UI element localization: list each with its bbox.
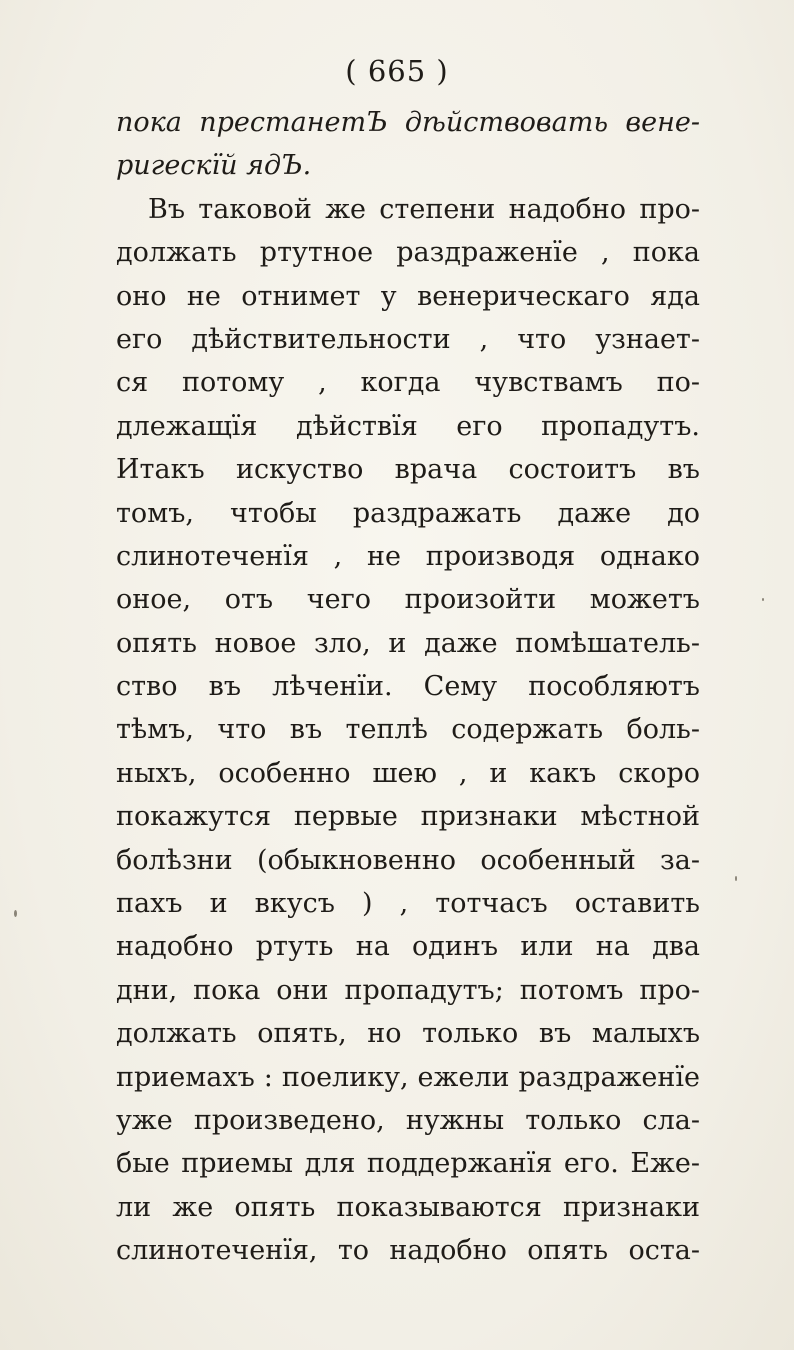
text-line: оно не отнимет у венерическаго яда <box>116 280 700 312</box>
text-line: дни, пока они пропадутъ; потомъ про- <box>116 974 700 1006</box>
text-line: тѣмъ, что въ теплѣ содержать боль- <box>116 714 700 746</box>
text-line: слинотеченїя, то надобно опять оста- <box>116 1235 700 1267</box>
paper-speck <box>14 910 17 917</box>
text-line: должать опять, но только въ малыхъ <box>116 1018 700 1050</box>
text-line: опять новое зло, и даже помѣшатель- <box>116 627 700 659</box>
text-line: пока престанетЪ дѣйствовать вене- <box>116 107 700 138</box>
paper-speck <box>735 876 737 881</box>
text-line: ригескїй ядЪ. <box>116 150 312 182</box>
text-line: Въ таковой же степени надобно про- <box>148 193 700 225</box>
paper-speck <box>762 598 764 601</box>
text-line: приемахъ : поелику, ежели раздраженїе <box>116 1061 700 1093</box>
text-line: надобно ртуть на одинъ или на два <box>116 931 700 963</box>
text-line: длежащїя дѣйствїя его пропадутъ. <box>116 410 700 442</box>
text-line: слинотеченїя , не производя однако <box>116 540 700 572</box>
page-number: ( 665 ) <box>345 54 449 88</box>
text-line: должать ртутное раздраженїе , пока <box>116 237 700 269</box>
body-text <box>116 101 700 1273</box>
text-line: бые приемы для поддержанїя его. Еже- <box>116 1148 700 1180</box>
text-line: томъ, чтобы раздражать даже до <box>116 497 700 529</box>
text-line: покажутся первые признаки мѣстной <box>116 801 700 833</box>
text-line: ство въ лѣченїи. Сему пособляютъ <box>116 671 700 703</box>
text-line: ныхъ, особенно шею , и какъ скоро <box>116 757 700 789</box>
text-line: ся потому , когда чувствамъ по- <box>116 367 700 399</box>
text-line: Итакъ искуство врача состоитъ въ <box>116 454 700 486</box>
text-line: его дѣйствительности , что узнает- <box>116 323 700 355</box>
text-line: оное, отъ чего произойти можетъ <box>116 584 700 616</box>
text-line: пахъ и вкусъ ) , тотчасъ оставить <box>116 888 700 920</box>
text-line: болѣзни (обыкновенно особенный за- <box>116 844 700 876</box>
text-line: уже произведено, нужны только сла- <box>116 1104 700 1136</box>
text-line: ли же опять показываются признаки <box>116 1191 700 1223</box>
